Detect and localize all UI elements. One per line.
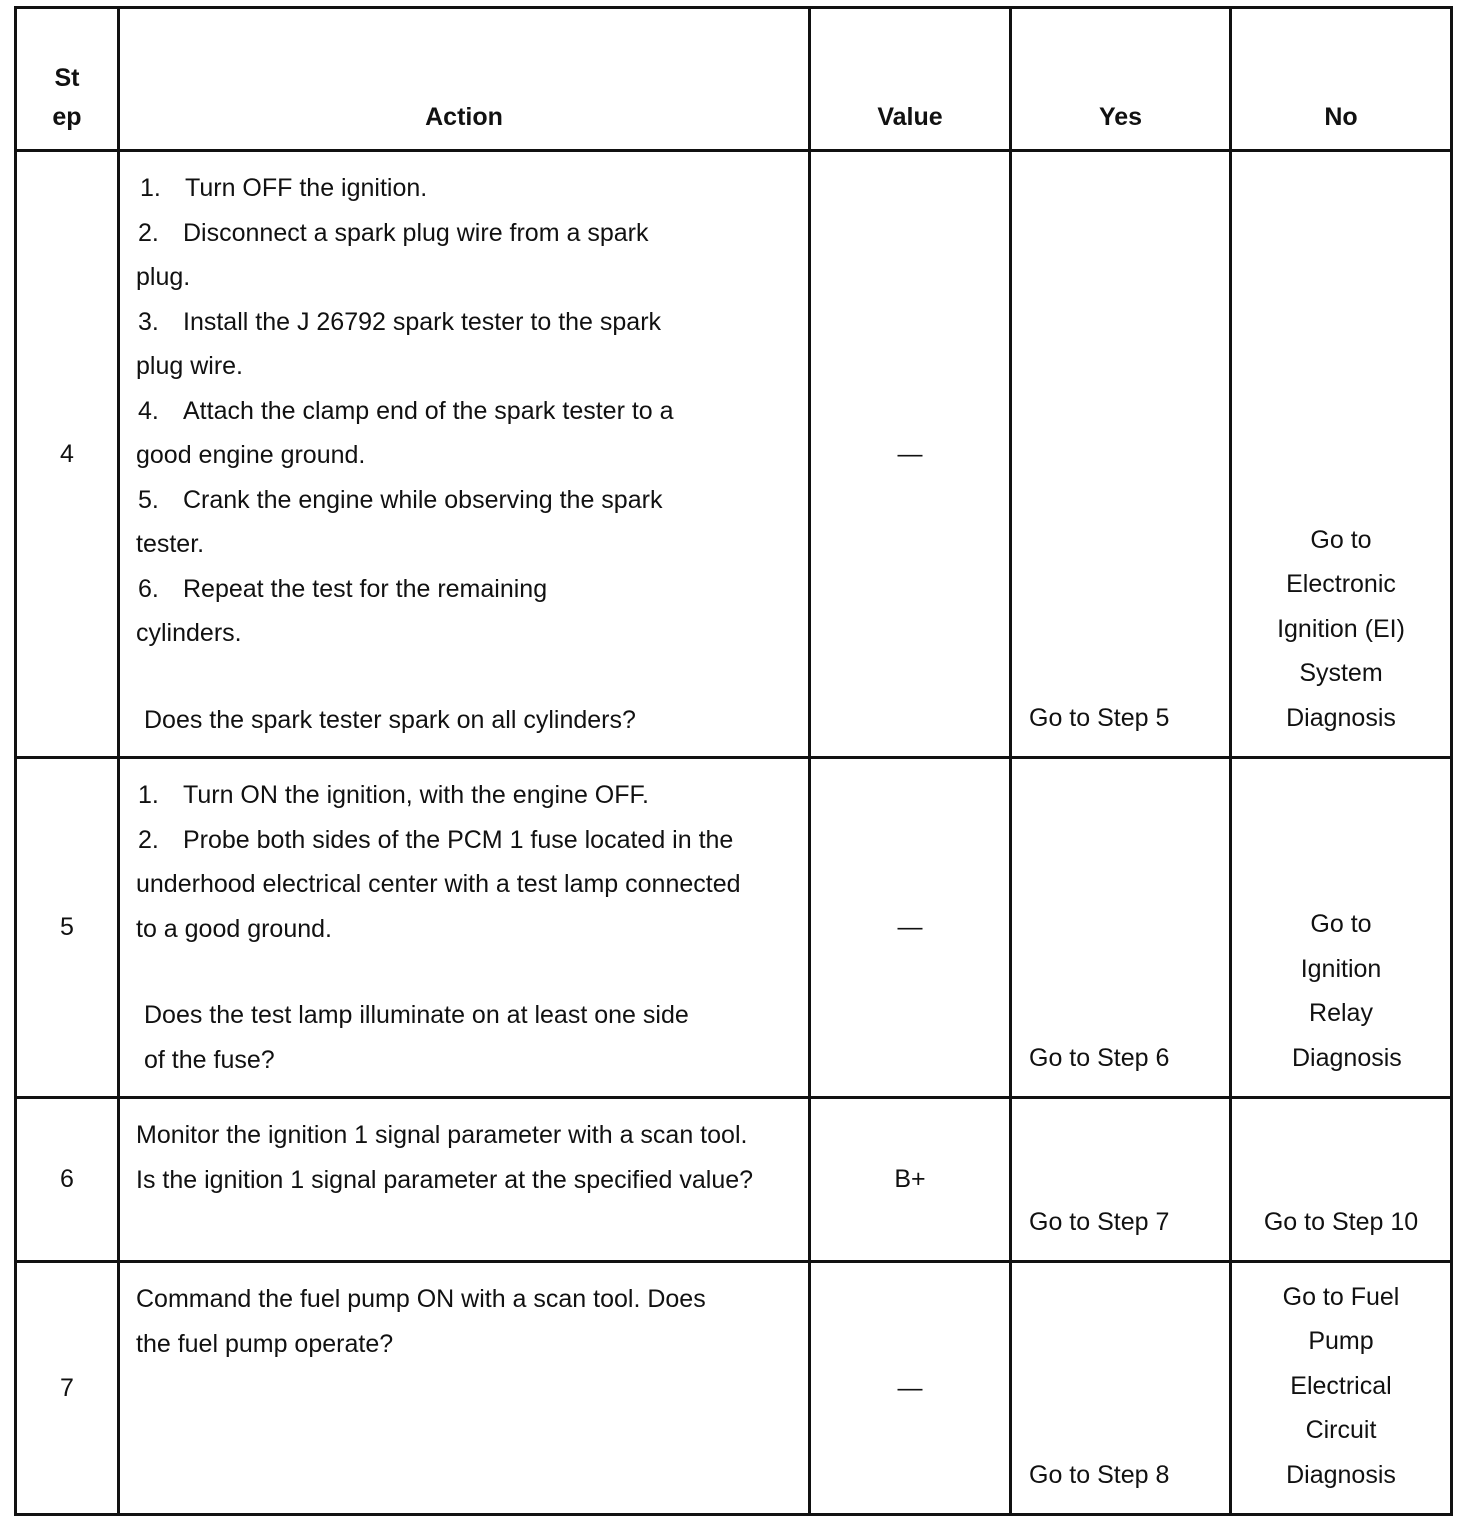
value-cell: — xyxy=(810,758,1011,1098)
yes-cell: Go to Step 5 xyxy=(1011,151,1231,758)
question-text: Does the test lamp illuminate on at least one side of the fuse? xyxy=(144,1001,689,1074)
question-text: Does the spark tester spark on all cylinders? xyxy=(144,705,636,734)
header-step: St ep xyxy=(16,8,119,151)
table-row xyxy=(16,151,1452,758)
step-number: 5 xyxy=(16,758,119,1098)
table-row xyxy=(16,758,1452,1098)
list-item: 6. Repeat the test for the remaining cylinders. xyxy=(136,574,548,647)
table-row xyxy=(16,1098,1452,1262)
action-cell xyxy=(119,758,810,1098)
step-number: 7 xyxy=(16,1262,119,1515)
value-cell: — xyxy=(810,151,1011,758)
no-cell: Go to Step 10 xyxy=(1231,1098,1452,1262)
header-action: Action xyxy=(119,8,810,151)
list-item: 3. Install the J 26792 spark tester to the spark plug wire. xyxy=(136,307,662,380)
list-item: 2. Disconnect a spark plug wire from a spark plug. xyxy=(136,218,649,291)
yes-cell: Go to Step 8 xyxy=(1011,1262,1231,1515)
header-no: No xyxy=(1231,8,1452,151)
value-cell: B+ xyxy=(810,1098,1011,1262)
action-cell xyxy=(119,151,810,758)
header-yes: Yes xyxy=(1011,8,1231,151)
action-cell: Command the fuel pump ON with a scan tool. Does the fuel pump operate? xyxy=(119,1262,810,1515)
yes-cell: Go to Step 7 xyxy=(1011,1098,1231,1262)
step-number: 4 xyxy=(16,151,119,758)
list-item: 4. Attach the clamp end of the spark tester to a good engine ground. xyxy=(136,396,674,469)
list-item: 2. Probe both sides of the PCM 1 fuse located in the underhood electrical center with a test lamp connected to a good ground. xyxy=(136,825,741,943)
action-cell: Monitor the ignition 1 signal parameter with a scan tool. Is the ignition 1 signal parameter at the specified value? xyxy=(119,1098,810,1262)
list-item: 5. Crank the engine while observing the spark tester. xyxy=(136,485,663,558)
header-value: Value xyxy=(810,8,1011,151)
table-row xyxy=(16,1262,1452,1515)
no-cell: Go to Electronic Ignition (EI) System Diagnosis xyxy=(1231,151,1452,758)
no-cell: Go to Fuel Pump Electrical Circuit Diagnosis xyxy=(1231,1262,1452,1515)
diagnostic-table xyxy=(14,6,1453,1516)
value-cell: — xyxy=(810,1262,1011,1515)
list-item: 1. Turn ON the ignition, with the engine OFF. xyxy=(138,781,649,809)
step-number: 6 xyxy=(16,1098,119,1262)
no-cell: Go to Ignition Relay Diagnosis xyxy=(1231,758,1452,1098)
yes-cell: Go to Step 6 xyxy=(1011,758,1231,1098)
header-row xyxy=(16,8,1452,151)
list-item: 1. Turn OFF the ignition. xyxy=(140,174,428,202)
